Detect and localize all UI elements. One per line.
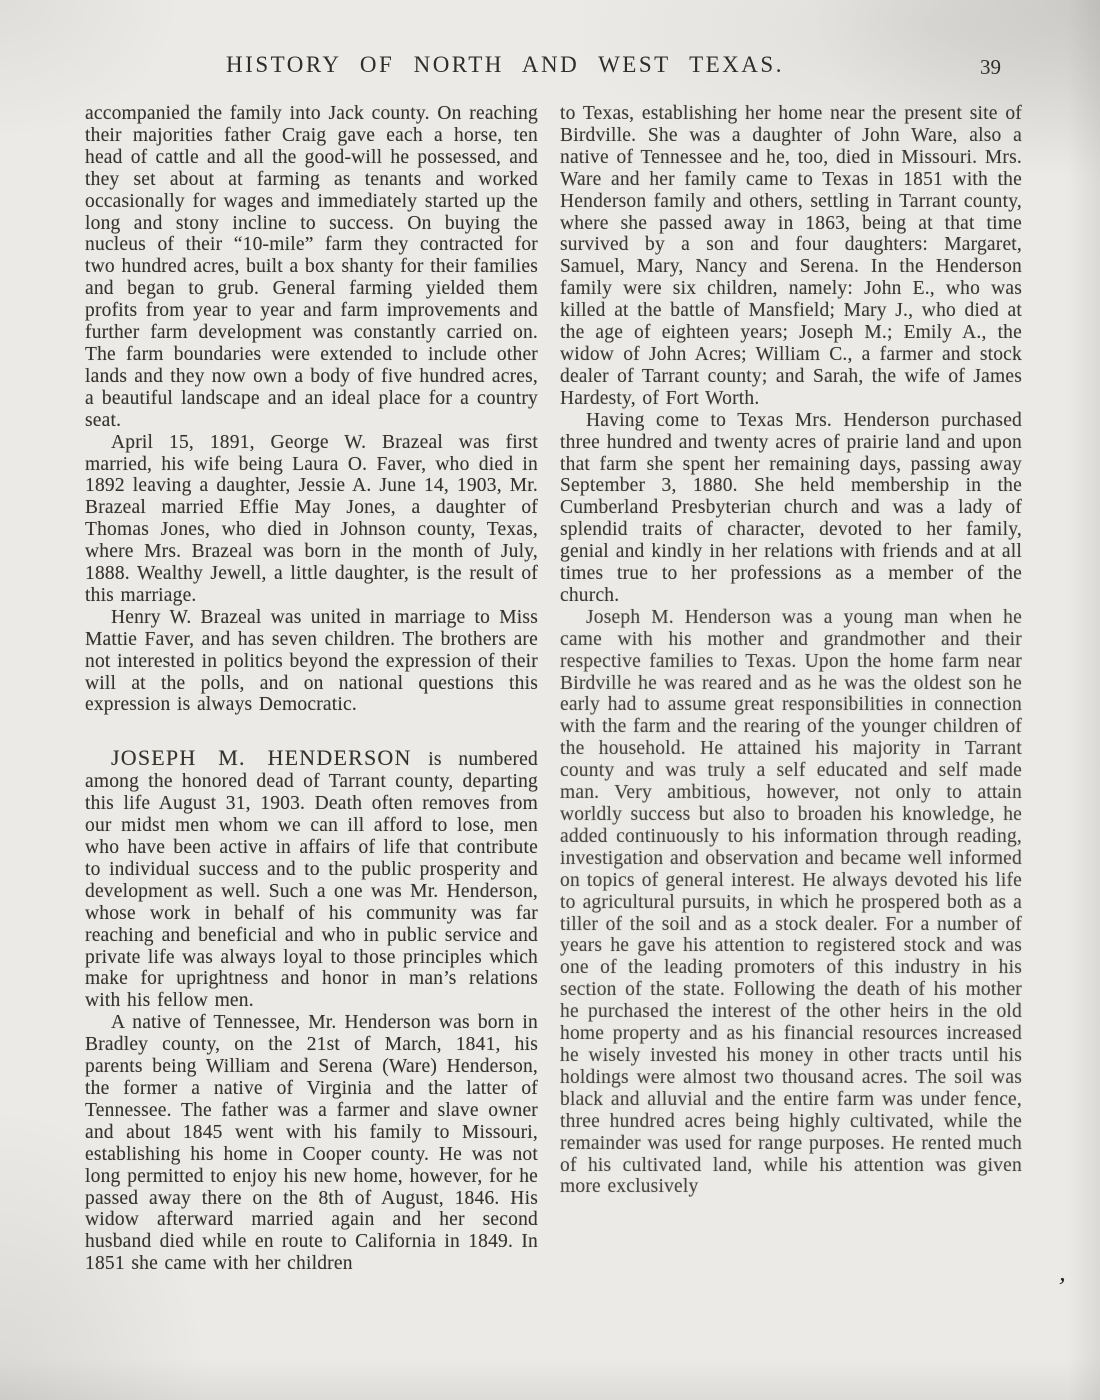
paragraph-text: Henry W. Brazeal was united in marriage to Miss Mattie Faver, and has seven children. The brothers are not interested in politics beyond the expression of their will at the polls, and on national questions this expression is always Democratic.	[85, 606, 538, 716]
page-title: HISTORY OF NORTH AND WEST TEXAS.	[226, 52, 784, 77]
paragraph	[85, 103, 538, 432]
paragraph	[560, 103, 1022, 410]
ink-speck: ’	[1055, 1271, 1068, 1302]
paragraph-text: Joseph M. Henderson was a young man when he came with his mother and grandmother and their respective families to Texas. Upon the home farm near Birdville he was reared and as he was the oldest son he early had to assume great responsibilities in connection with the farm and the rearing of the younger children of the household. He attained his majority in Tarrant county and was truly a self educated and self made man. Very ambitious, however, not only to attain worldly success but also to broaden his knowledge, he added continuously to his information through reading, investigation and observation and became well informed on topics of general interest. He always devoted his life to agricultural pursuits, in which he prospered both as a tiller of the soil and as a stock dealer. For a number of years he gave his attention to registered stock and was one of the leading promoters of this industry in his section of the state. Following the death of his mother he purchased the interest of the other heirs in the old home property and as his financial resources increased he wisely invested his money in other tracts until his holdings were almost two thousand acres. The soil was black and alluvial and the entire farm was under fence, three hundred acres being highly cultivated, while the remainder was used for range purposes. He rented much of his cultivated land, while his attention was given more exclusively	[560, 606, 1022, 1198]
paragraph	[85, 607, 538, 717]
paragraph-text: Having come to Texas Mrs. Henderson purchased three hundred and twenty acres of prairie land and upon that farm she spent her remaining days, passing away September 3, 1880. She held membership in the Cumberland Presbyterian church and was a lady of splendid traits of character, devoted to her family, genial and kindly in her relations with friends and at all times true to her professions as a member of the church.	[560, 409, 1022, 606]
paragraph-text: April 15, 1891, George W. Brazeal was first married, his wife being Laura O. Faver, who died in 1892 leaving a daughter, Jessie A. June 14, 1903, Mr. Brazeal married Effie May Jones, a daughter of Thomas Jones, who died in Johnson county, Texas, where Mrs. Brazeal was born in the month of July, 1888. Wealthy Jewell, a little daughter, is the result of this marriage.	[85, 431, 538, 606]
paragraph-text: to Texas, establishing her home near the present site of Birdville. She was a daughter of John Ware, also a native of Tennessee and he, too, died in Missouri. Mrs. Ware and her family came to Texas in 1851 with the Henderson family and others, settling in Tarrant county, where she passed away in 1863, being at that time survived by a son and four daughters: Margaret, Samuel, Mary, Nancy and Serena. In the Henderson family were six children, namely: John E., who was killed at the battle of Mansfield; Mary J., who died at the age of eighteen years; Joseph M.; Emily A., the widow of John Acres; William C., a farmer and stock dealer of Tarrant county; and Sarah, the wife of James Hardesty, of Fort Worth.	[560, 103, 1022, 409]
paragraph	[85, 432, 538, 607]
paragraph-text: accompanied the family into Jack county. On reaching their majorities father Craig gave each a horse, ten head of cattle and all the good-will he possessed, and they set about at farming as tenants and worked occasionally for wages and immediately started up the long and stony incline to success. On buying the nucleus of their “10-mile” farm they contracted for two hundred acres, built a box shanty for their families and began to grub. General farming yielded them profits from year to year and farm improvements and further farm development was constantly carried on. The farm boundaries were extended to include other lands and they now own a body of five hundred acres, a beautiful landscape and an ideal place for a country seat.	[85, 103, 538, 431]
paragraph	[560, 410, 1022, 607]
right-column	[560, 103, 1022, 1198]
paragraph-text: A native of Tennessee, Mr. Henderson was born in Bradley county, on the 21st of March, 1841, his parents being William and Serena (Ware) Henderson, the former a native of Virginia and the latter of Tennessee. The father was a farmer and slave owner and about 1845 went with his family to Missouri, establishing his home in Cooper county. He was not long permitted to enjoy his new home, however, for he passed away there on the 8th of August, 1846. His widow afterward married again and her second husband died while en route to California in 1849. In 1851 she came with her children	[85, 1012, 538, 1275]
paragraph	[560, 607, 1022, 1198]
left-column	[85, 103, 538, 1275]
paragraph	[85, 1012, 538, 1275]
page-number: 39	[980, 55, 1001, 79]
section-heading: JOSEPH M. HENDERSON	[111, 745, 412, 771]
biography-start-paragraph	[85, 747, 538, 1012]
paragraph-text: is numbered among the honored dead of Tarrant county, departing this life August 31, 1903. Death often removes from our midst men whom we can ill afford to lose, men who have been active in affairs of life that contribute to individual success and to the public prosperity and development as well. Such a one was Mr. Henderson, whose work in behalf of his community was far reaching and beneficial and who in public service and private life was always loyal to those principles which make for uprightness and honor in man’s relations with his fellow men.	[85, 749, 538, 1012]
